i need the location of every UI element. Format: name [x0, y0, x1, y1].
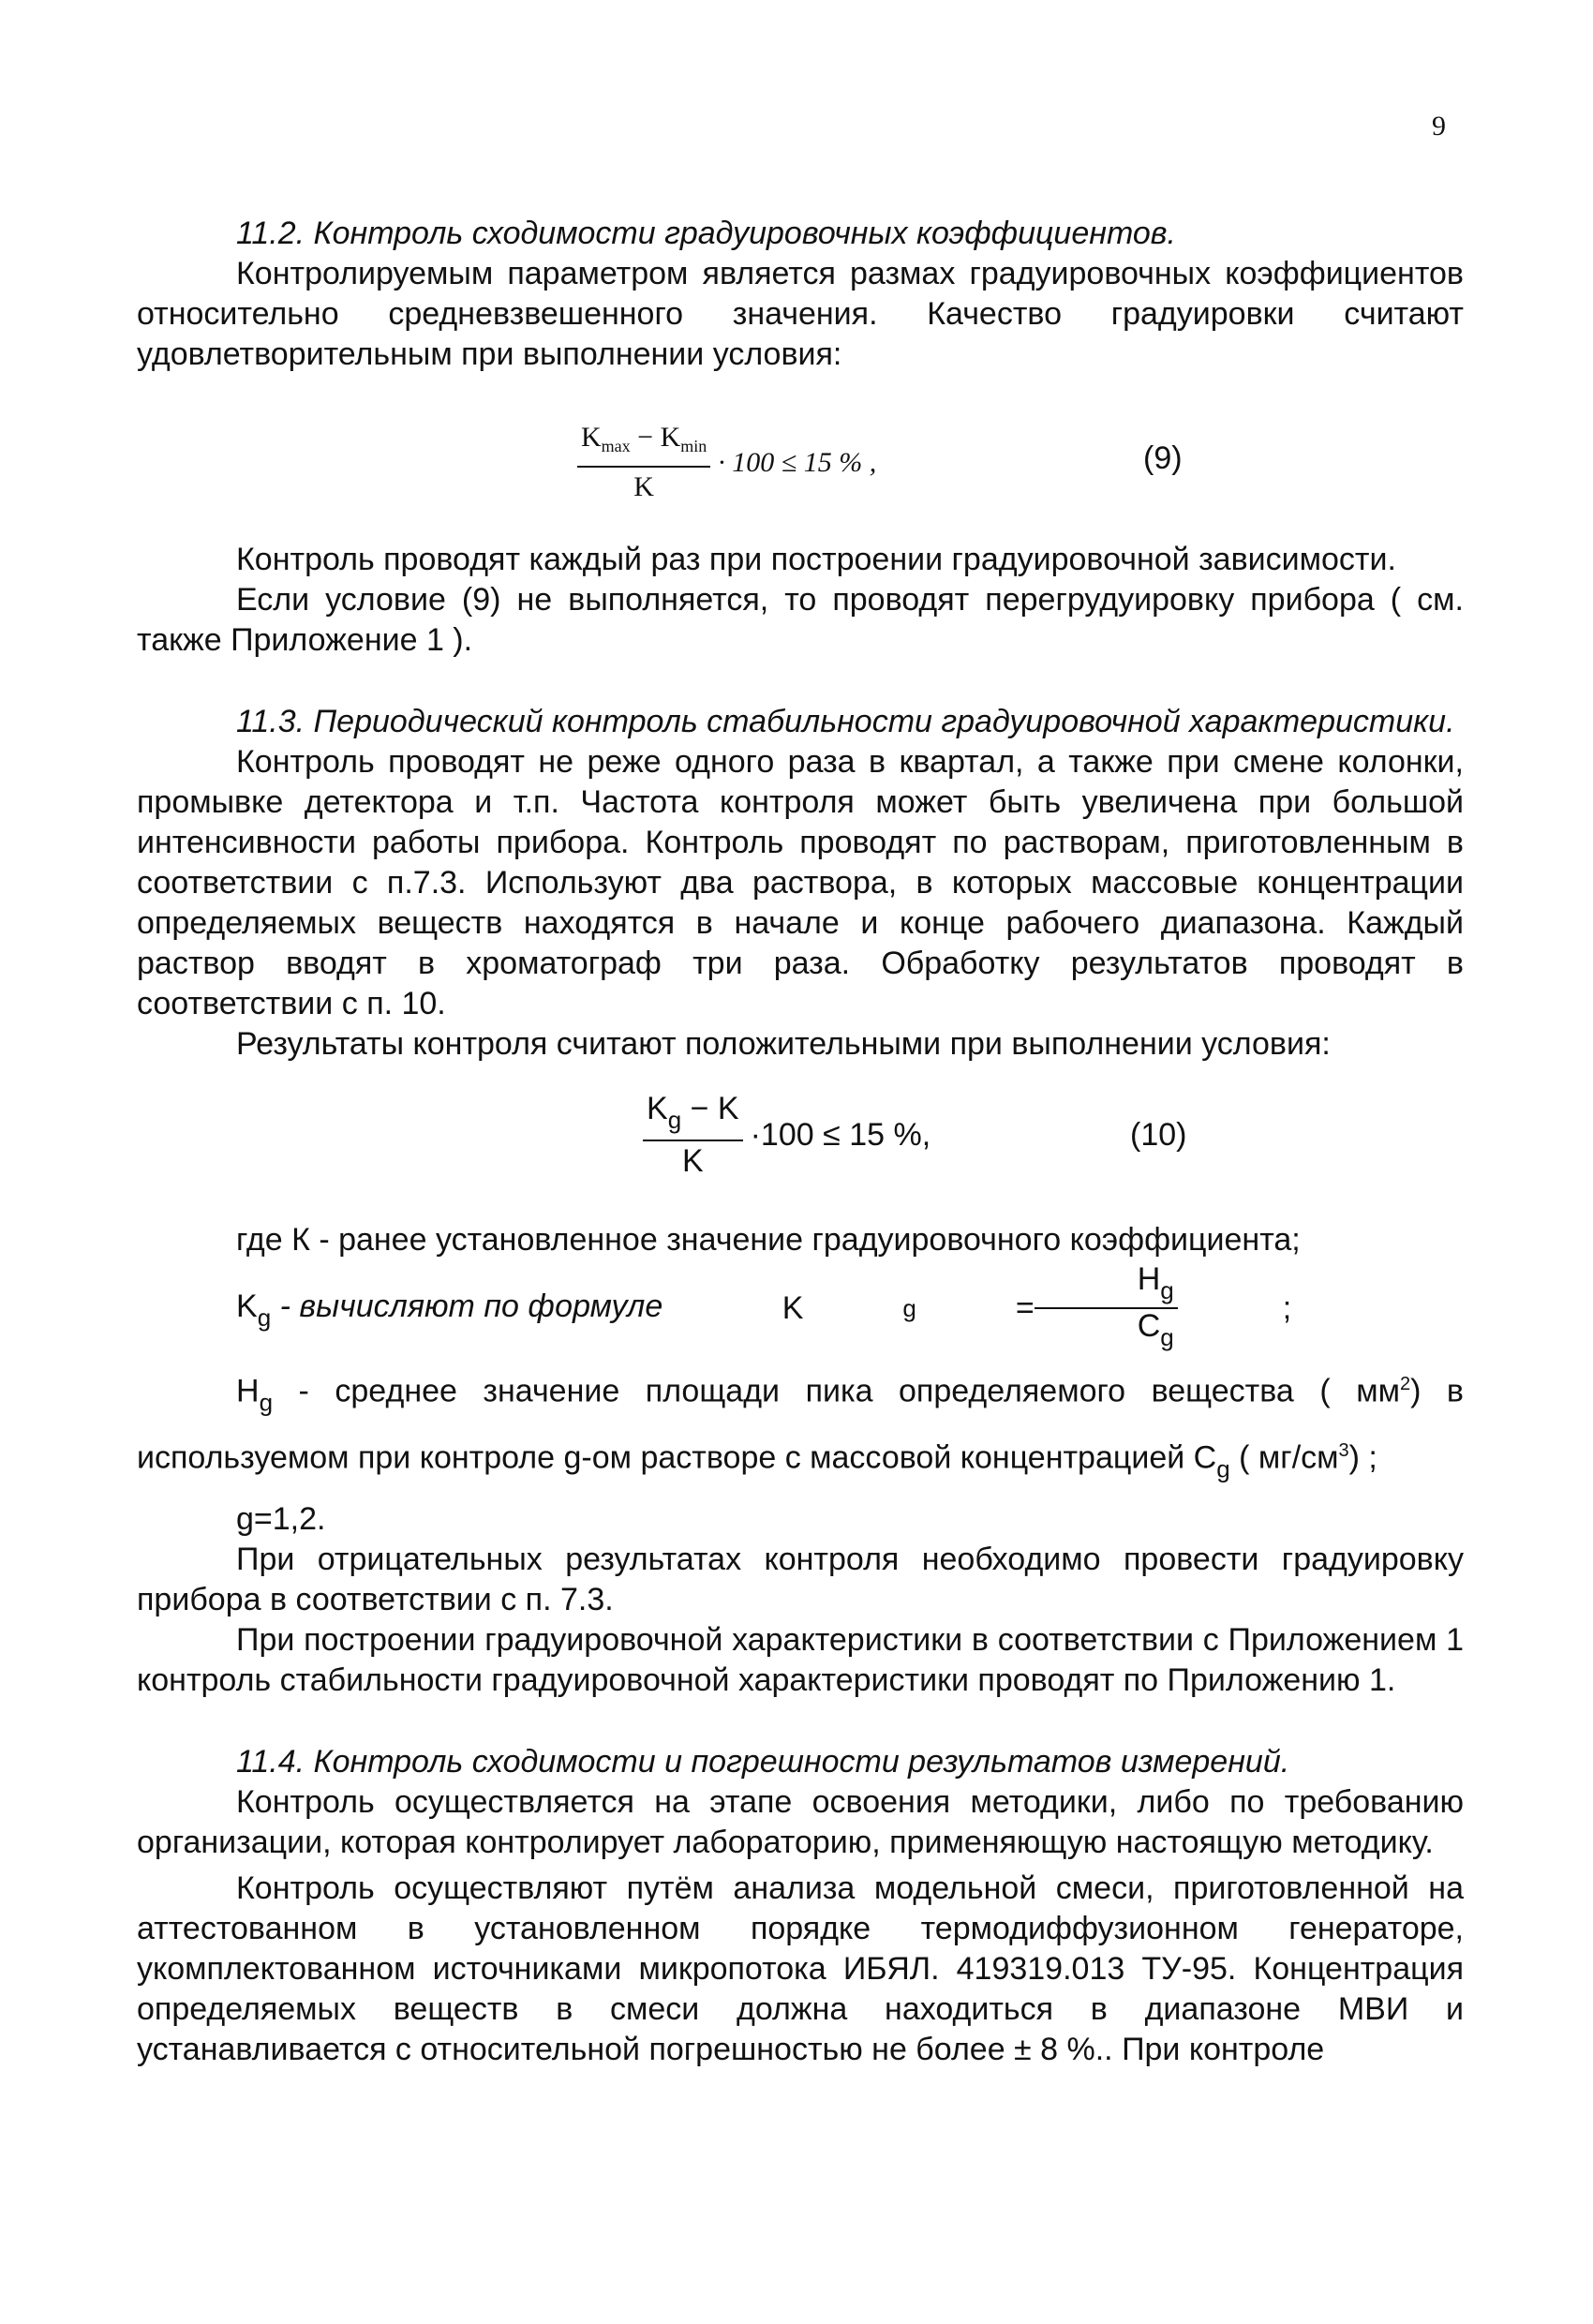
equation-number-10: (10) — [1130, 1117, 1187, 1153]
section-11-3-paragraph-3: При отрицательных результатах контроля необходимо провести градуировку прибора в соответствии с п. 7.3. — [137, 1541, 1464, 1617]
section-11-3-paragraph-1: Контроль проводят не реже одного раза в квартал, а также при смене колонки, промывке детектора и т.п. Частота контроля может быть увеличена при большой интенсивности работы прибора. Контроль проводят по растворам, приготовленным в соответствии с п.7.3. Используют два раствора, в которых массовые концентрации определяемых веществ находятся в начале и конце рабочего диапазона. Каждый раствор вводят в хроматограф три раза. Обработку результатов проводят в соответствии с п. 10. — [137, 744, 1464, 1021]
formula-9-denominator: K — [633, 471, 654, 502]
formula-10-k: K — [717, 1091, 739, 1126]
formula-9-fraction: $\frac{K_{max} - K_{min}}{K}$ — [577, 420, 710, 505]
where-k-definition: где К - ранее установленное значение градуировочного коэффициента; — [236, 1222, 1301, 1258]
section-11-2-paragraph-1: Контролируемым параметром является размах градуировочных коэффициентов относительно средневзвешенного значения. Качество градуировки считают удовлетворительным при выполнении условия: — [137, 256, 1464, 372]
section-11-2-paragraph-3: Если условие (9) не выполняется, то проводят перегрудуировку прибора ( см. также Приложение 1 ). — [137, 582, 1464, 658]
formula-10-kg: K — [647, 1091, 668, 1126]
equation-number-9: (9) — [1143, 440, 1183, 476]
section-11-3-paragraph-2: Результаты контроля считают положительными при выполнении условия: — [236, 1026, 1331, 1062]
formula-9-k-min: K — [660, 422, 681, 453]
formula-9-k-max: K — [581, 422, 602, 453]
formula-9-tail: · 100 ≤ 15 % , — [718, 447, 877, 478]
g-values: g=1,2. — [236, 1500, 326, 1537]
section-11-4-paragraph-2: Контроль осуществляют путём анализа модельной смеси, приготовленной на аттестованном в установленном порядке термодиффузионном генераторе, укомплектованном источниками микропотока ИБЯЛ. 419319.013 ТУ-95. Концентрация определяемых веществ в смеси должна находиться в диапазоне МВИ и устанавливается с относительной погрешностью не более ± 8 %.. При контроле — [137, 1870, 1464, 2067]
kg-definition: $K_g$ - вычисляют по формуле K g = $\frac{H_g}{C_g}$ ; — [236, 1261, 1292, 1351]
section-11-3-paragraph-4: При построении градуировочной характеристики в соответствии с Приложением 1 контроль стабильности градуировочной характеристики проводят по Приложению 1. — [137, 1621, 1464, 1698]
page-content — [137, 214, 1464, 2070]
formula-10-fraction: $\frac{K_g - K}{K}$ — [643, 1091, 743, 1179]
page-number: 9 — [1432, 111, 1446, 142]
kg-formula: K g = $\frac{H_g}{C_g}$ ; — [782, 1261, 1292, 1351]
section-11-3-heading: 11.3. Периодический контроль стабильности градуировочной характеристики. — [236, 704, 1455, 739]
hg-definition: $H_g$ - среднее значение площади пика определяемого вещества ( $мм^2$) в используемом при контроле g-ом растворе с массовой концентрацией $C_g$ ( $мг/см^3$) ; — [137, 1373, 1464, 1483]
formula-10-tail: ·100 ≤ 15 %, — [750, 1116, 931, 1153]
formula-9 — [137, 416, 1464, 517]
formula-10-denominator: K — [681, 1143, 704, 1179]
formula-10 — [137, 1087, 1464, 1198]
section-11-4-heading: 11.4. Контроль сходимости и погрешности результатов измерений. — [236, 1743, 1290, 1780]
section-11-2-heading: 11.2. Контроль сходимости градуировочных коэффициентов. — [236, 216, 1176, 251]
section-11-2-paragraph-2: Контроль проводят каждый раз при построении градуировочной зависимости. — [236, 542, 1396, 577]
kg-formula-fraction: $\frac{H_g}{C_g}$ — [1035, 1264, 1178, 1352]
section-11-4-paragraph-1: Контроль осуществляется на этапе освоения методики, либо по требованию организации, которая контролирует лабораторию, применяющую настоящую методику. — [137, 1783, 1464, 1860]
